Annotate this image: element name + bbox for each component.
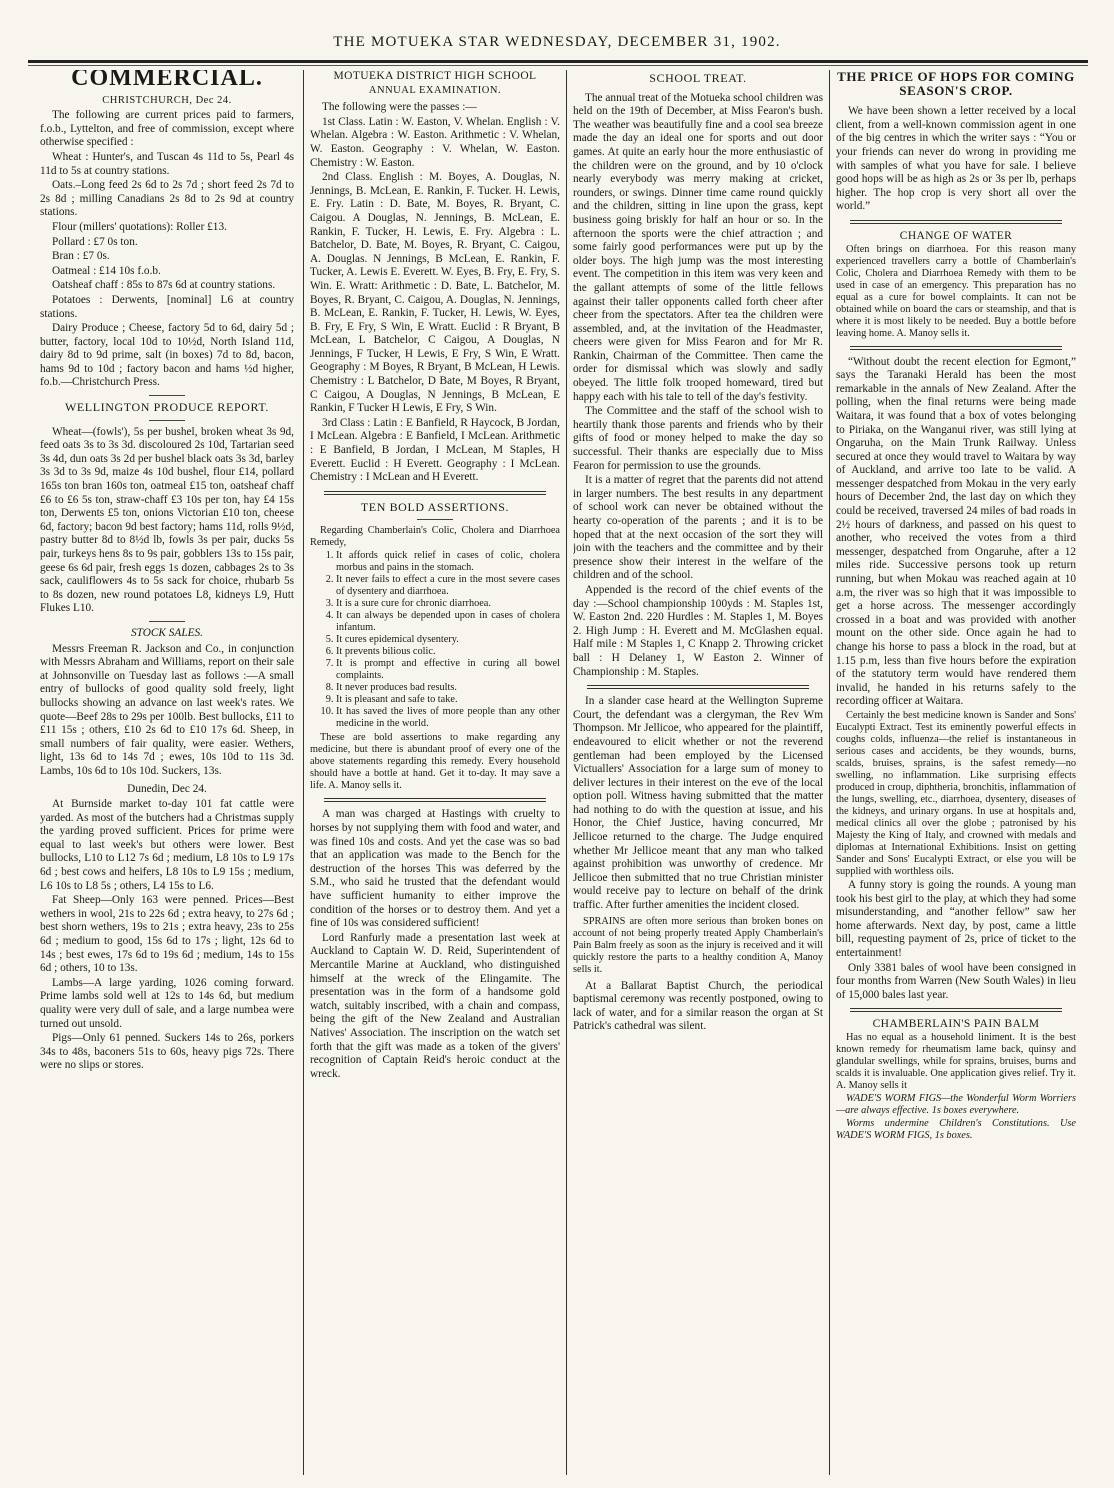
water-heading: CHANGE OF WATER <box>899 229 1013 242</box>
worm-ad: WADE'S WORM FIGS—the Wonderful Worm Worriers—are always effective. 1s boxes everywhere. <box>836 1092 1076 1116</box>
column-divider <box>303 70 304 1475</box>
assertions-intro: Regarding Chamberlain's Colic, Cholera and Diarrhoea Remedy, <box>310 525 560 549</box>
slander-paragraph: In a slander case heard at the Wellington Supreme Court, the defendant was a clergyman, the Rev Wm Thompson. Mr Jellicoe, who appeared for the plaintiff, endeavoured to elicit whether or not the reverend gentleman had been employed by the Licensed Victuallers' Association for a large sum of money to deliver lectures in their interest on the eve of the local option poll. Witness having submitted that the matter had nothing to do with the question at issue, and his Honor, the Chief Justice, having concurred, Mr Jellicoe returned to the charge. The Judge enquired whether Mr Jellicoe meant that any man who talked against prohibition was unworthy of credence. Mr Jellicoe then submitted that no true Christian minister would receive pay to lecture on behalf of the drink traffic. After further amenities the incident closed. <box>573 695 823 912</box>
separator <box>417 519 453 520</box>
exam-paragraph: The following were the passes :— <box>322 101 477 114</box>
masthead: THE MOTUEKA STAR WEDNESDAY, DECEMBER 31, 1902. <box>333 34 781 50</box>
separator <box>850 346 1062 350</box>
stock-sales-heading: STOCK SALES. <box>131 626 203 639</box>
market-paragraph: Oats.–Long feed 2s 6d to 2s 7d ; short feed 2s 7d to 2s 8d ; milling Canadians 2s 8d to 2s 9d at country stations. <box>40 179 294 219</box>
separator <box>324 491 546 495</box>
ballarat-paragraph: At a Ballarat Baptist Church, the periodical baptismal ceremony was recently postponed, owing to lack of water, and for a similar reason the organ at St Patrick's cathedral was silent. <box>573 979 823 1033</box>
market-paragraph: Potatoes : Derwents, [nominal] L6 at country stations. <box>40 293 294 320</box>
school-heading: MOTUEKA DISTRICT HIGH SCHOOL <box>333 70 537 82</box>
treat-paragraph: The Committee and the staff of the school wish to heartily thank those parents and friends who by their gifts of food or money helped to make the day so successful. Their thanks are especially due to Miss Fearon for permission to use the grounds. <box>573 405 823 472</box>
exam-paragraph: 1st Class. Latin : W. Easton, V. Whelan. English : V. Whelan. Algebra : W. Easton. Arithmetic : V. Whelan, W. Easton. Geography : V. Whelan, W. Easton. Chemistry : W. Easton. <box>310 115 560 169</box>
column-divider <box>829 70 830 1475</box>
assertions-close: These are bold assertions to make regarding any medicine, but there is abundant proof of every one of the above statements regarding this remedy. Every household should have a bottle at hand. Get it to-day. It may save a life. A. Manoy sells it. <box>310 732 560 792</box>
balm-paragraph: Has no equal as a household liniment. It is the best known remedy for rheumatism lame back, quinsy and glandular swellings, while for sprains, bruises, burns and scalds it is invaluable. One application gives relief. Try it. A. Manoy sells it <box>836 1031 1076 1091</box>
school-subheading: ANNUAL EXAMINATION. <box>368 84 502 96</box>
market-paragraph: Pollard : £7 0s ton. <box>52 235 138 248</box>
assertions-list <box>310 550 560 730</box>
dunedin-paragraph: Lambs—A large yarding, 1026 coming forward. Prime lambs sold well at 12s to 14s 6d, but medium quality were very dull of sale, and a large numbea were turned out unsold. <box>40 976 294 1030</box>
stock-paragraph: Messrs Freeman R. Jackson and Co., in conjunction with Messrs Abraham and Williams, report on their sale at Johnsonville on Tuesday last as follows :—A small entry of bullocks of good quality sold freely, light bullocks showing an advance on last week's rates. We quote—Beef 28s to 29s per 100lb. Best bullocks, £11 to £11 15s ; others, £10 2s 6d to £10 17s 6d. Sheep, in small numbers of fair quality, were easier. Wethers, light, 13s 6d to 14s 7d ; ewes, 10s 10d to 11s 3d. Lambs, 10s 6d to 10s 10d. Suckers, 13s. <box>40 642 294 777</box>
column-commercial <box>40 70 294 1480</box>
list-item: 2. It never fails to effect a cure in the most severe cases of dysentery and diarrhoea. <box>336 574 560 598</box>
dunedin-paragraph: Pigs—Only 61 penned. Suckers 14s to 26s, porkers 34s to 48s, baconers 51s to 60s, heavy pigs 72s. There were no slips or stores. <box>40 1032 294 1072</box>
treat-paragraph: Appended is the record of the chief events of the day :—School championship 100yds : M. Staples 1st, W. Easton 2nd. 220 Hurdles : M. Staples 1, M. Boyes 2. High Jump : H. Everett and M. McGlashen equal. Half mile : M Staples 1, C Knapp 2. Throwing cricket ball : H Delaney 1, W Easton 2. Winner of Championship : M. Staples. <box>573 583 823 678</box>
list-item: 10. It has saved the lives of more people than any other medicine in the world. <box>336 706 560 730</box>
sander-paragraph: Certainly the best medicine known is Sander and Sons' Eucalypti Extract. Test its eminently powerful effects in coughs colds, influenza—the relief is instantaneous in serious cases and accidents, be they wounds, burns, scalds, bruises, sprains, is the safest remedy—no swelling, no inflammation. Like surprising effects produced in croup, diphtheria, bronchitis, inflammation of the lungs, swelling, etc., diarrhoea, dysentery, diseases of the kidneys, and urinary organs. In use at hospitals and, medical clinics all over the globe ; patronised by his Majesty the King of Italy, and crowned with medals and diplomas at International Exhibitions. Insist on getting Sander and Sons' Eucalypti Extract, or else you will be supplied with worthless oils. <box>836 709 1076 877</box>
hastings-paragraph: A man was charged at Hastings with cruelty to horses by not supplying them with food and water, and was fined 10s and costs. And yet the case was so bad that an application was made to the Bench for the destruction of the horses This was deferred by the S.M., who said he trusted that the defendant would have sufficient humanity to either improve the condition of the horses or to destroy them. And yet a fine of 10s was considered sufficient! <box>310 808 560 930</box>
sprains-paragraph: SPRAINS are often more serious than broken bones on account of not being properly treated Apply Chamberlain's Pain Balm freely as soon as the injury is received and it will quickly restore the parts to a healthy condition A, Manoy sells it. <box>573 915 823 975</box>
market-paragraph: Oatsheaf chaff : 85s to 87s 6d at country stations. <box>52 279 276 292</box>
list-item: 6. It prevents bilious colic. <box>336 646 560 658</box>
list-item: 7. It is prompt and effective in curing all bowel complaints. <box>336 658 560 682</box>
column-treat <box>573 70 823 1480</box>
exam-paragraph: 2nd Class. English : M. Boyes, A. Douglas, N. Jennings, B. McLean, E. Rankin, F. Tucker. H. Lewis, E. Fry. Latin : D. Bate, M. Boyes, R. Bryant, C. Caigou. A Douglas, N. Jennings, B. McLean, E. Rankin, F. Tucker, H. Lewis, E. Fry. Algebra : L. Batchelor, D. Bate, M. Boyes, R. Bryant, C. Caigou, A. Douglas. N Jennings, B McLean, E. Rankin, F. Tucker, A. Lewis E. Everett. W. Eyes, B. Fry, E. Fry, S. Win. E. Wratt: Arithmetic : D. Bate, L. Batchelor, M. Boyes, R. Bryant, C. Caigou, A. Douglas, N. Jennings, B. McLean, E. Rankin, F. Tucker, H. Lewis, W. Eyes, B. Fry, E Fry, S Win, E Wratt. Euclid : R Bryant, B McLean, L Batchelor, C Caigou, A Douglas, N Jennings, F Tucker, H Lewis, E Fry, S Win, E Wratt. Geography : M Boyes, R Bryant, B McLean, H Lewis. Chemistry : L Batchelor, D Bate, M Boyes, R Bryant, C Caigou, A Douglas, N Jennings, B McLean, E Rankin, F Tucker H Lewis, E Fry, S Win. <box>310 171 560 415</box>
balm-heading: CHAMBERLAIN'S PAIN BALM <box>872 1018 1040 1031</box>
masthead-rule-thin <box>28 65 1088 66</box>
sprains-block <box>573 916 823 976</box>
hops-heading: THE PRICE OF HOPS FOR COMING SEASON'S CROP. <box>837 70 1075 98</box>
separator <box>149 395 185 396</box>
market-paragraph: Oatmeal : £14 10s f.o.b. <box>52 264 161 277</box>
market-paragraph: The following are current prices paid to farmers, f.o.b., Lyttelton, and free of commission, except where otherwise specified : <box>40 109 294 149</box>
dunedin-dateline: Dunedin, Dec 24. <box>127 782 207 795</box>
market-paragraph: Bran : £7 0s. <box>52 250 110 263</box>
list-item: 9. It is pleasant and safe to take. <box>336 694 560 706</box>
commercial-heading: COMMERCIAL. <box>71 70 263 91</box>
separator <box>587 685 809 689</box>
dunedin-paragraph: Fat Sheep—Only 163 were penned. Prices—Best wethers in wool, 21s to 22s 6d ; extra heavy, to 27s 6d ; best shorn wethers, 19s to 21s ; extra heavy, 23s to 25s 6d ; medium to good, 15s 6d to 17s ; light, 12s 6d to 14s ; best ewes, 17s 6d to 19s 6d ; medium, 14s to 15s 6d ; others, 10 to 13s. <box>40 894 294 975</box>
ranfurly-paragraph: Lord Ranfurly made a presentation last week at Auckland to Captain W. D. Reid, Superintendent of Mercantile Marine at Auckland, who distinguished himself at the wreck of the Elingamite. The presentation was in the form of a handsome gold watch, suitably inscribed, with a chain and compass, being the gift of the New Zealand and Australian Natives' Association. The inscription on the watch set forth that the gift was made as a token of the givers' recognition of Captain Reid's heroic conduct at the wreck. <box>310 931 560 1080</box>
christchurch-dateline: CHRISTCHURCH, Dec 24. <box>102 94 232 106</box>
assertions-block <box>310 525 560 792</box>
hops-paragraph: We have been shown a letter received by a local client, from a well-known commission agent in one of the big centres in which the writer says : “You or your friends can never do wrong in providing me with samples of what you have for sale. I believe good hops will be as high as 2s or 3s per lb, perhaps higher. The hop crop is very short all over the world.” <box>836 105 1076 213</box>
treat-paragraph: The annual treat of the Motueka school children was held on the 19th of December, at Miss Fearon's bush. The weather was beautifully fine and a cool sea breeze made the day an ideal one for sports and out door games. At quite an early hour the more enthusiastic of the children were on the ground, and by 10 o'clock nearly everybody was merry making at cricket, rounders, or swings. Dinner time came round quickly and the children, sitting in line upon the grass, kept business going briskly for half an hour or so. In the afternoon the sports were the chief attraction ; and some fairly good performances were put up by the older boys. The high jump was the most interesting event. The competition in this item was very keen and the gallant attempts of some of the little fellows against their taller opponents called forth cheer after cheer from the spectators. After tea the children were assembled, and, at the invitation of the Headmaster, cheers were given for Miss Fearon and for Mr R. Rankin, Chairman of the Committee. Then came the order for dismissal which was slowly and sadly obeyed. The little folk trooped homeward, tired but happy each with his tale to tell of the day's festivity. <box>573 91 823 403</box>
dunedin-paragraph: At Burnside market to-day 101 fat cattle were yarded. As most of the butchers had a Christmas supply the yarding proved sufficient. Prices for prime were equal to last week's but others were lower. Best bullocks, L10 to L12 7s 6d ; medium, L8 10s to L9 17s 6d ; best cows and heifers, L8 10s to L9 15s ; medium, L6 10s to L8 5s ; others, L4 15s to L6. <box>40 798 294 892</box>
market-paragraph: Dairy Produce ; Cheese, factory 5d to 6d, dairy 5d ; butter, factory, local 10d to 10½d, North Island 11d, dairy 8d to 9d prime, salt (in boxes) 7d to 8d, bacon, hams 9d to 10d ; factory bacon and hams ½d higher, fo.b.—Christchurch Press. <box>40 322 294 389</box>
list-item: 4. It can always be depended upon in cases of cholera infantum. <box>336 610 560 634</box>
separator <box>850 1008 1062 1012</box>
egmont-paragraph: “Without doubt the recent election for Egmont,” says the Taranaki Herald has been the most remarkable in the annals of New Zealand. After the polling, when the final returns were being made Waitara, it was found that a box of votes belonging to Piriaka, on the Wanganui river, was still lying at Ongaruha, on the Main Trunk Railway. Unless secured at once they would travel to Waitara by way of Auckland, and arrive too late to be valid. A messenger despatched from Mokau in the very early hours of December 2nd, the last day on which they could be received, traversed 24 miles of bad roads in 2½ hours of darkness, and passed on his quest to another, who received the votes from a third messenger, despatched from Ongaruhe, after a 12 miles ride. Successive persons took up return running, but when Mokau was reached again at 10 a.m, the river was so high that it was impossible to get a horse across. The messenger accordingly crossed in a boat and was provided with another mount on the other side. Once again he had to change his horse to pass a block in the road, but at 1.15 p.m, less than five hours before the expiration of the statutory term would have rendered them invalid, he handed in his returns safely to the recording officer at Waitara. <box>836 355 1076 708</box>
wellington-paragraph: Wheat—(fowls'), 5s per bushel, broken wheat 3s 9d, feed oats 3s to 3s 3d. discoloured 2s 10d, Tartarian seed 3s 4d, dun oats 3s 2d per bushel black oats 3s 3d, barley 3s 3d to 3s 9d, maize 4s 10d bushel, flour £14, pollard 165s ton bran 160s ton, oatmeal £15 ton, oatsheaf chaff £6 to £6 5s ton, straw-chaff £3 10s per ton, hay £4 15s ton, Derwents £5 ton, onions Victorian £10 ton, cheese 6d, factory; bacon 9d best factory; hams 11d, rolls 9½d, pastry butter 8d to 8½d lb, fowls 3s per pair, ducks 5s pair, turkeys hens 8s to 9s pair, gobblers 13s to 15s pair, geese 6s 6d pair, fresh eggs 1s dozen, cabbages 2s to 3s sack, cauliflowers 4s to 5s sack for choice, rhubarb 5s to 8s dozen, new round potatoes L8, kidneys L9, Hutt Flukes L10. <box>40 425 294 615</box>
column-hops <box>836 70 1076 1480</box>
exam-paragraph: 3rd Class : Latin : E Banfield, R Haycock, B Jordan, I McLean. Algebra : E Banfield, I McLean. Arithmetic : E Banfield, B Jordan, I McLean, M Staples, H Everett. Euclid : H Everett. Geography : I McLean. Chemistry : I McLean and H Everett. <box>310 416 560 484</box>
worm-ad: Worms undermine Children's Constitutions. Use WADE'S WORM FIGS, 1s boxes. <box>836 1117 1076 1141</box>
column-school <box>310 70 560 1480</box>
separator <box>149 420 185 421</box>
list-item: 8. It never produces bad results. <box>336 682 560 694</box>
column-divider <box>566 70 567 1475</box>
water-paragraph: Often brings on diarrhoea. For this reason many experienced travellers carry a bottle of Chamberlain's Colic, Cholera and Diarrhoea Remedy with them to be used in case of an emergency. This preparation has no equal as a cure for bowel complaints. It can not be obtained while on board the cars or steamship, and that is where it is most likely to be needed. Buy a bottle before leaving home. A. Manoy sells it. <box>836 243 1076 339</box>
treat-heading: SCHOOL TREAT. <box>649 71 747 85</box>
treat-paragraph: It is a matter of regret that the parents did not attend in larger numbers. The best results in any department of school work can never be obtained without the hearty co-operation of the parents ; and it is to be hoped that at the next occasion of the sort they will join with the teachers and the committee and by their presence show their interest in the welfare of the children and of the school. <box>573 474 823 582</box>
separator <box>149 621 185 622</box>
market-paragraph: Flour (millers' quotations): Roller £13. <box>52 220 227 233</box>
separator <box>324 798 546 802</box>
funny-paragraph: A funny story is going the rounds. A young man took his best girl to the play, at which they had some misunderstanding, and “another fellow” saw her home afterwards. Next day, by post, came a little bill, requesting payment of 2s, price of ticket to the entertainment! <box>836 878 1076 959</box>
assertions-heading: TEN BOLD ASSERTIONS. <box>360 499 510 514</box>
list-item: 1. It affords quick relief in cases of colic, cholera morbus and pains in the stomach. <box>336 550 560 574</box>
separator <box>850 220 1062 224</box>
list-item: 3. It is a sure cure for chronic diarrhoea. <box>336 598 560 610</box>
wool-paragraph: Only 3381 bales of wool have been consigned in four months from Warren (New South Wales) in lieu of 15,000 bales last year. <box>836 961 1076 1001</box>
market-paragraph: Wheat : Hunter's, and Tuscan 4s 11d to 5s, Pearl 4s 11d to 5s at country stations. <box>40 150 294 177</box>
list-item: 5. It cures epidemical dysentery. <box>336 634 560 646</box>
masthead-rule <box>28 60 1088 63</box>
wellington-heading: WELLINGTON PRODUCE REPORT. <box>64 400 270 415</box>
